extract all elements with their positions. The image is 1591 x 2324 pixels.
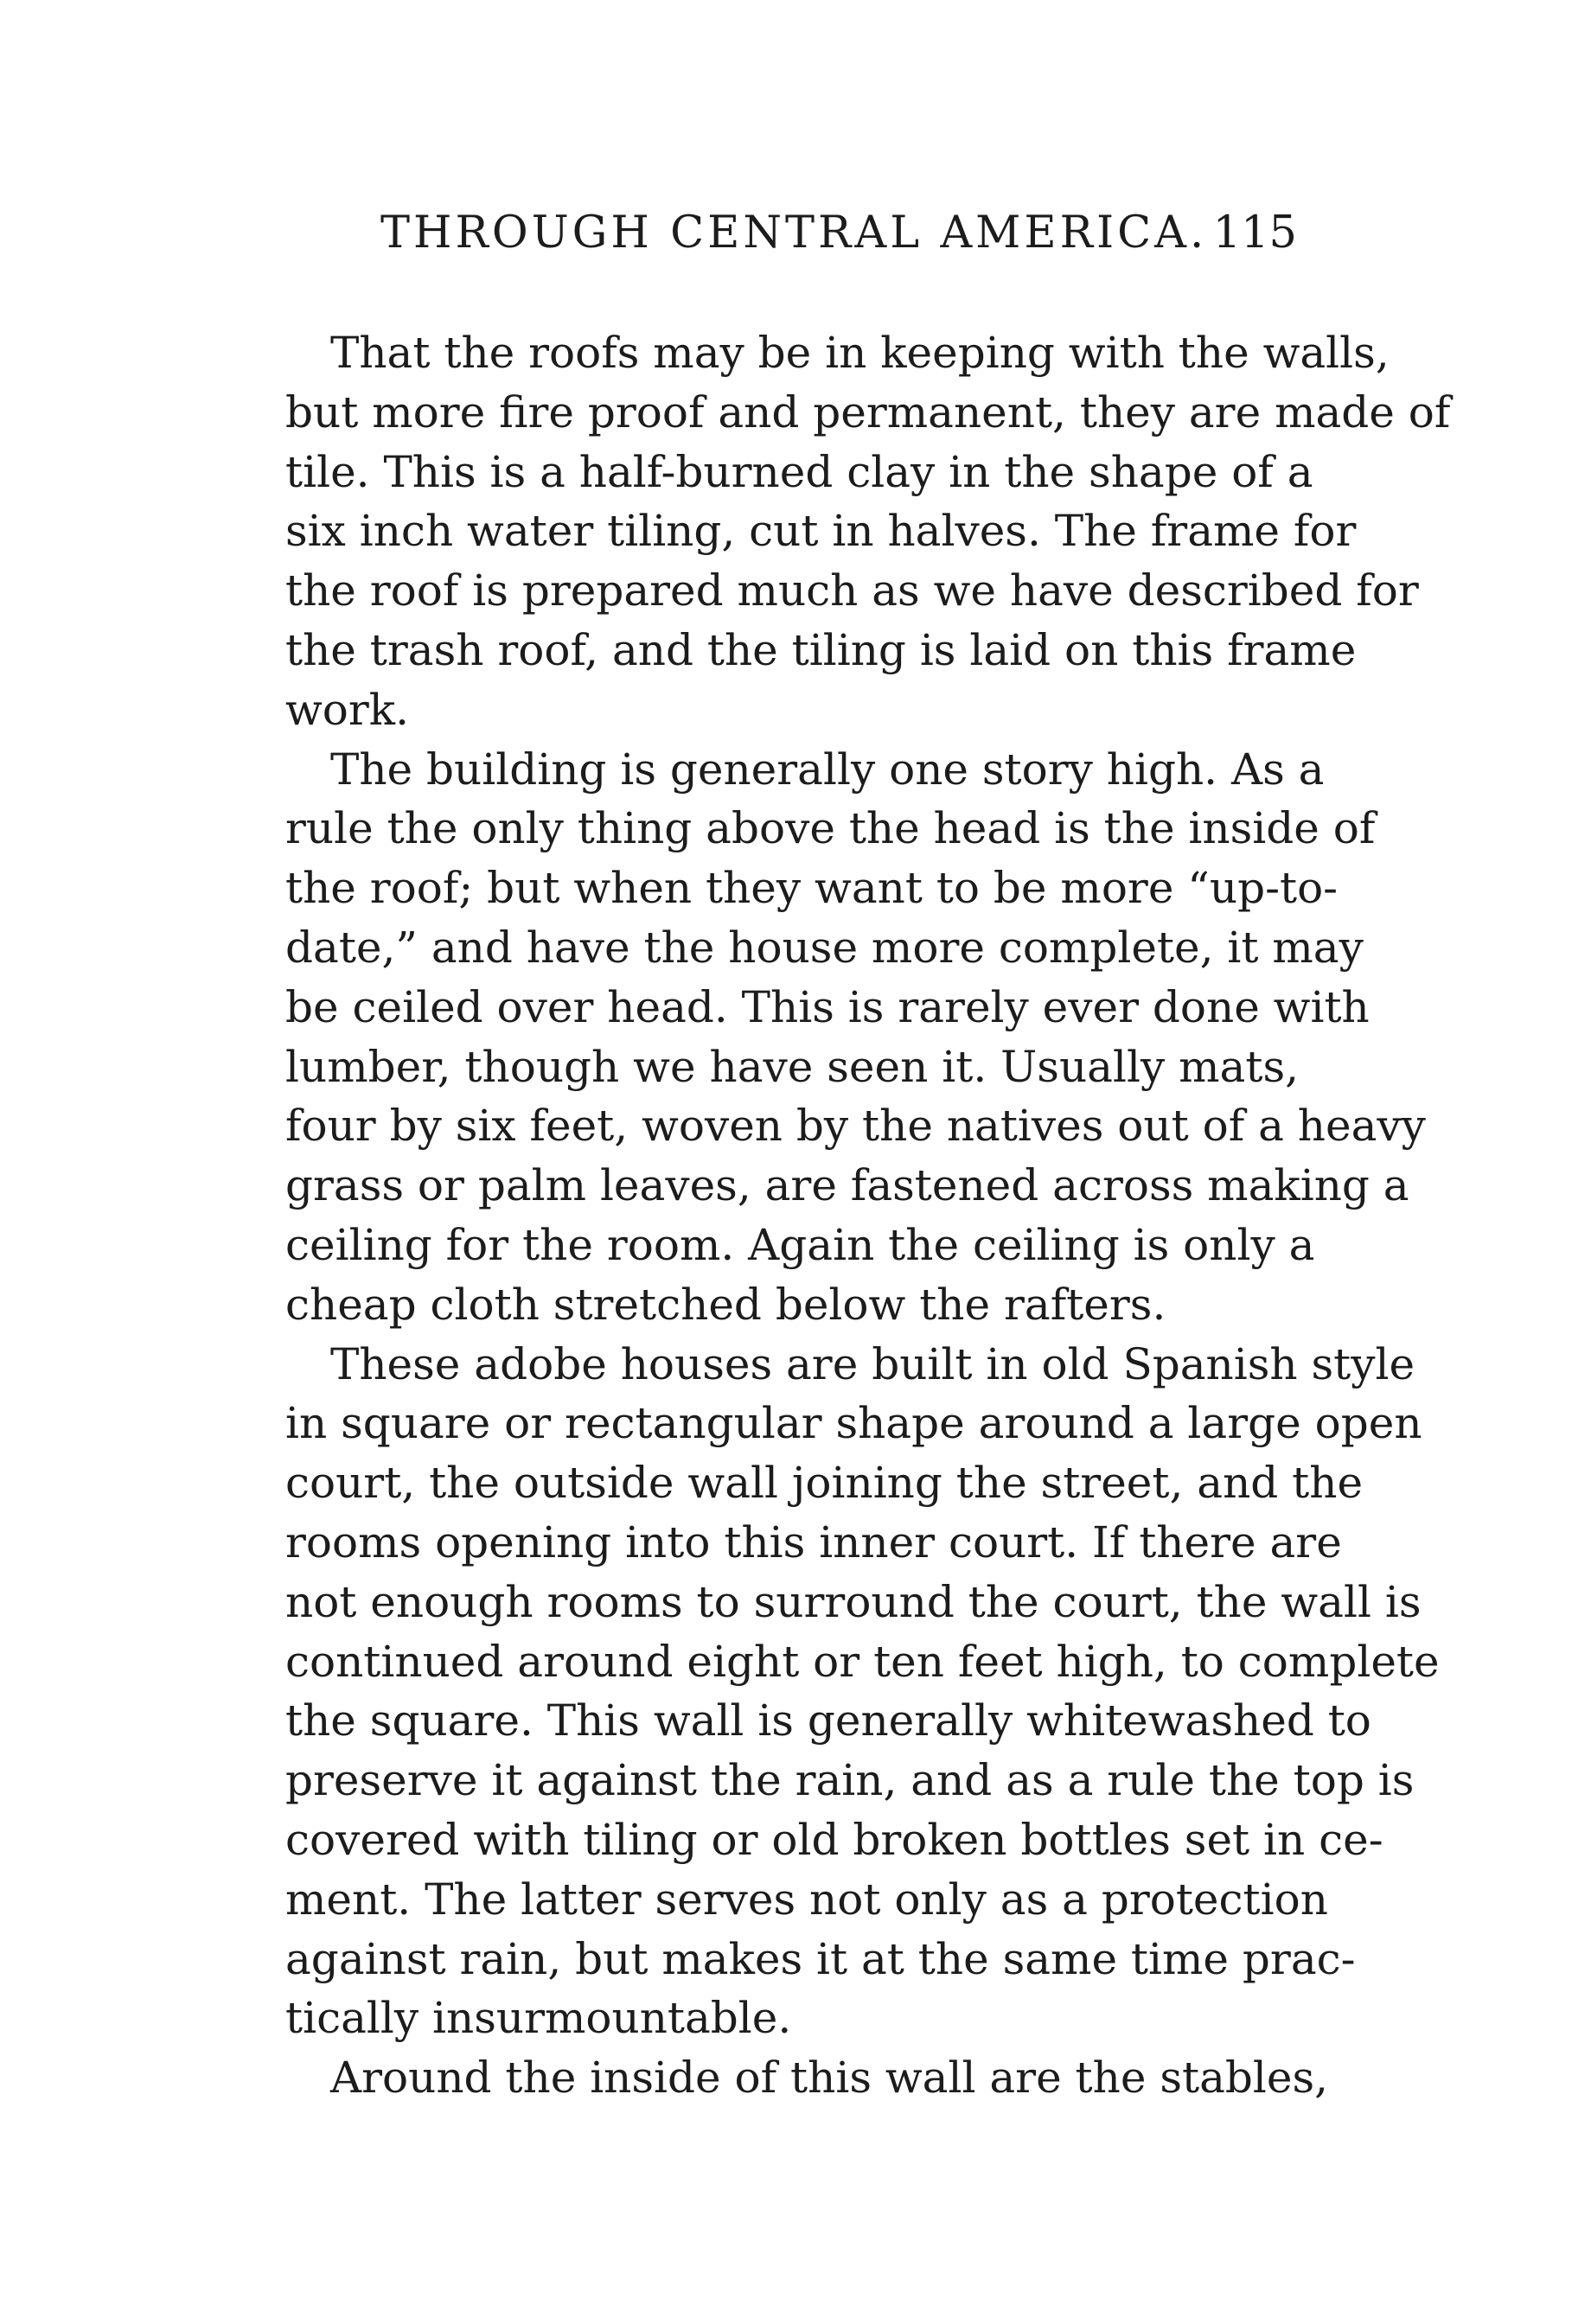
text-line: but more fire proof and permanent, they are made of — [285, 386, 1451, 437]
text-line: the roof is prepared much as we have described for — [285, 565, 1419, 616]
text-line: the roof; but when they want to be more “up-to- — [285, 863, 1339, 914]
text-line: six inch water tiling, cut in halves. The frame for — [285, 506, 1357, 557]
text-line: continued around eight or ten feet high, to complete — [285, 1636, 1440, 1687]
running-title: THROUGH CENTRAL AMERICA. — [380, 208, 1208, 259]
text-line: not enough rooms to surround the court, the wall is — [285, 1576, 1422, 1627]
text-line: the square. This wall is generally whitewashed to — [285, 1695, 1371, 1746]
text-line: tile. This is a half-burned clay in the shape of a — [285, 446, 1313, 497]
text-line: Around the inside of this wall are the stables, — [330, 2053, 1329, 2104]
page-header — [380, 208, 1297, 268]
text-line: cheap cloth stretched below the rafters. — [285, 1279, 1166, 1330]
text-line: The building is generally one story high. As a — [330, 744, 1325, 795]
text-line: be ceiled over head. This is rarely ever done with — [285, 981, 1370, 1032]
text-line: That the roofs may be in keeping with the walls, — [330, 328, 1390, 378]
text-line: date,” and have the house more complete, it may — [285, 922, 1364, 973]
text-line: tically insurmountable. — [285, 1993, 792, 2044]
text-line: ment. The latter serves not only as a protection — [285, 1874, 1328, 1925]
page-number: 115 — [1212, 208, 1297, 259]
text-line: rooms opening into this inner court. If there are — [285, 1516, 1342, 1567]
text-line: These adobe houses are built in old Spanish style — [330, 1338, 1415, 1389]
text-line: grass or palm leaves, are fastened across making a — [285, 1160, 1409, 1211]
text-line: ceiling for the room. Again the ceiling is only a — [285, 1219, 1315, 1270]
text-line: against rain, but makes it at the same time prac- — [285, 1933, 1356, 1984]
text-line: the trash roof, and the tiling is laid on this frame — [285, 624, 1357, 675]
body-text — [285, 323, 1451, 2108]
text-line: work. — [285, 684, 409, 735]
text-line: in square or rectangular shape around a large open — [285, 1398, 1422, 1449]
text-line: preserve it against the rain, and as a rule the top is — [285, 1755, 1415, 1806]
text-line: four by six feet, woven by the natives out of a heavy — [285, 1101, 1426, 1152]
text-line: court, the outside wall joining the street, and the — [285, 1458, 1364, 1509]
text-line: covered with tiling or old broken bottles set in ce- — [285, 1814, 1383, 1865]
text-line: lumber, though we have seen it. Usually mats, — [285, 1041, 1299, 1092]
text-line: rule the only thing above the head is the inside of — [285, 803, 1376, 854]
